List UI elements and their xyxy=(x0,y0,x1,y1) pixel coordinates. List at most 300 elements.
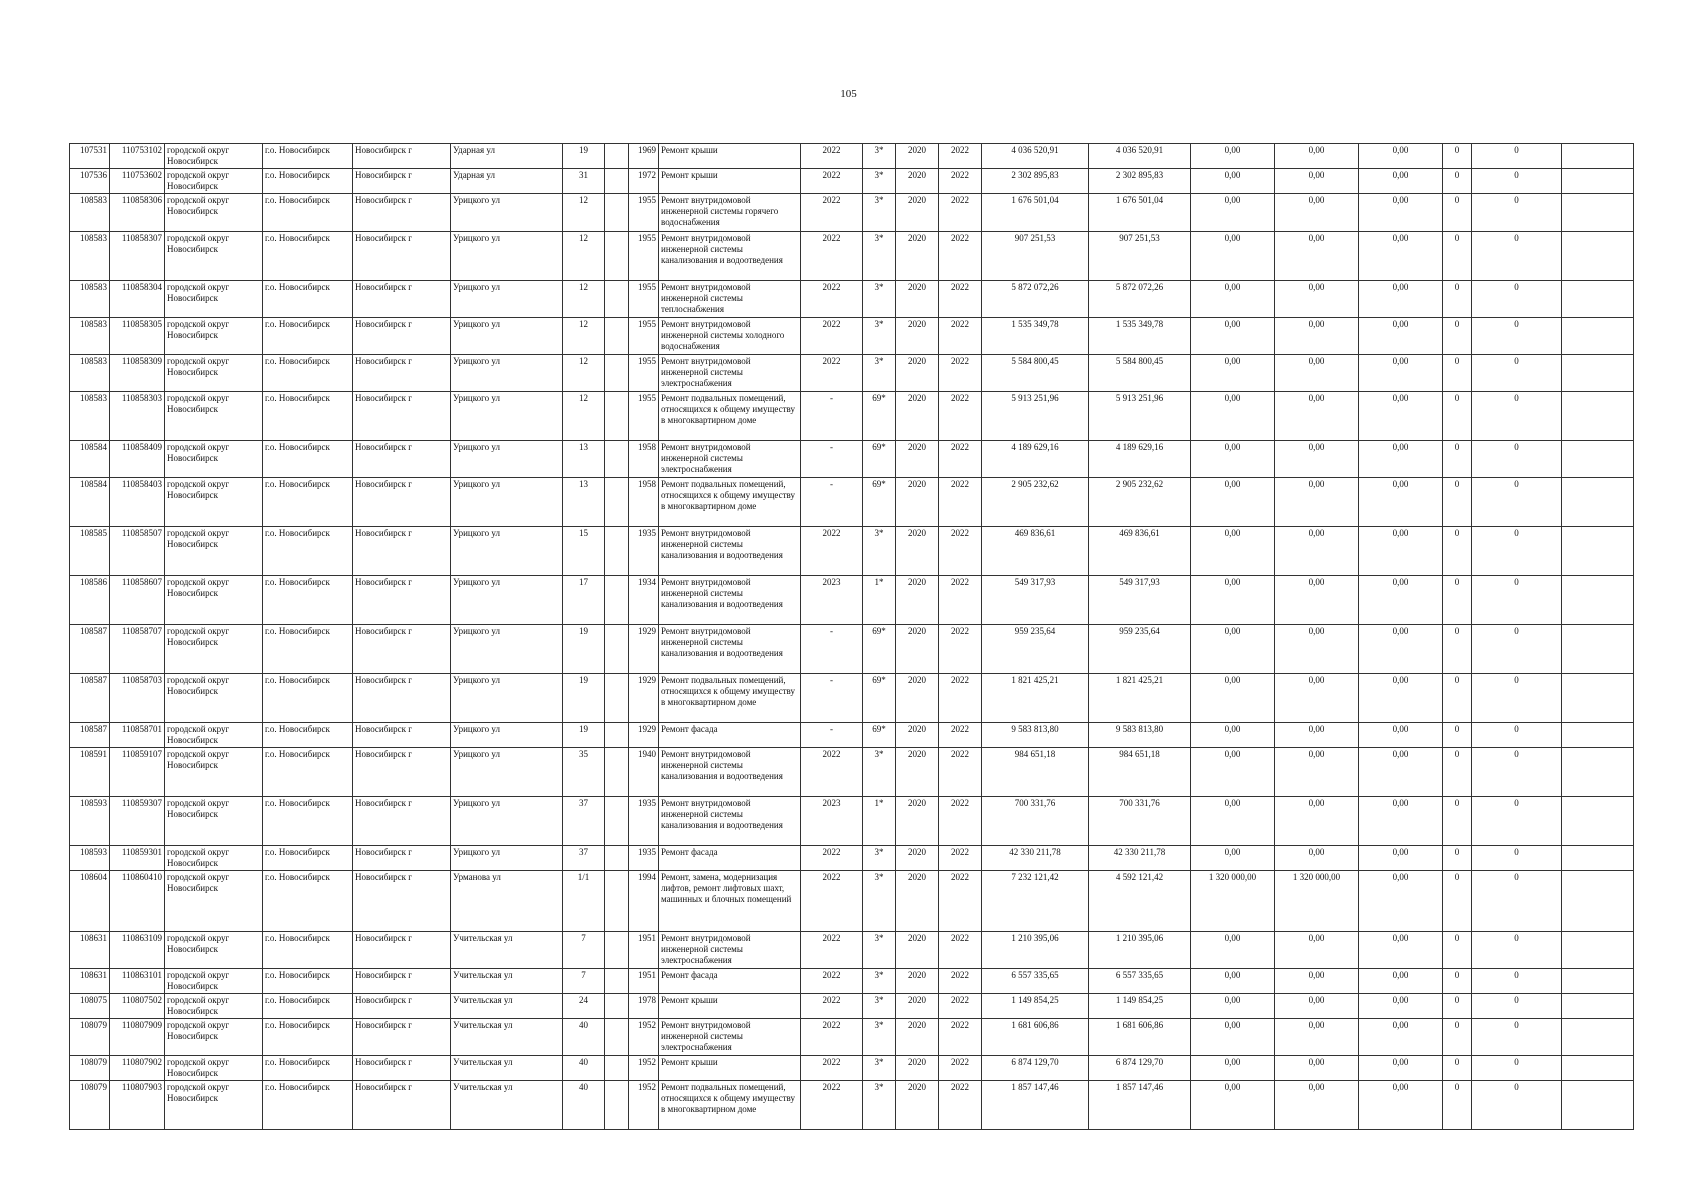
cell-z1: 0 xyxy=(1443,355,1472,392)
cell-y-to: 2022 xyxy=(939,318,982,355)
cell-city: Новосибирск г xyxy=(353,748,451,797)
cell-plan-year: 2022 xyxy=(801,318,863,355)
cell-go: г.о. Новосибирск xyxy=(263,797,353,846)
cell-s2: 0,00 xyxy=(1275,969,1359,994)
cell-s3: 0,00 xyxy=(1359,318,1443,355)
cell-mark: 69* xyxy=(863,674,896,723)
cell-y-to: 2022 xyxy=(939,846,982,871)
cell-empty xyxy=(1562,169,1634,194)
cell-s1: 0,00 xyxy=(1191,1019,1275,1056)
cell-s2: 0,00 xyxy=(1275,478,1359,527)
cell-id: 108079 xyxy=(70,1056,110,1081)
cell-mark: 3* xyxy=(863,994,896,1019)
cell-plan-year: 2022 xyxy=(801,846,863,871)
cell-s1: 0,00 xyxy=(1191,723,1275,748)
cell-z1: 0 xyxy=(1443,1056,1472,1081)
cell-empty xyxy=(1562,318,1634,355)
cell-y-from: 2020 xyxy=(896,144,939,169)
cell-street: Учительская ул xyxy=(451,1056,563,1081)
cell-s2: 0,00 xyxy=(1275,576,1359,625)
cell-year: 1940 xyxy=(629,748,659,797)
cell-y-to: 2022 xyxy=(939,932,982,969)
cell-letter xyxy=(605,1019,629,1056)
cell-mark: 3* xyxy=(863,144,896,169)
cell-y-to: 2022 xyxy=(939,281,982,318)
table-row xyxy=(70,144,1634,169)
cell-go: г.о. Новосибирск xyxy=(263,232,353,281)
cell-street: Учительская ул xyxy=(451,1081,563,1130)
cell-s2: 0,00 xyxy=(1275,194,1359,232)
cell-okrug: городской округ Новосибирск xyxy=(165,674,263,723)
cell-work: Ремонт внутридомовой инженерной системы теплоснабжения xyxy=(659,281,801,318)
cell-empty xyxy=(1562,281,1634,318)
cell-letter xyxy=(605,144,629,169)
cell-house: 19 xyxy=(563,144,605,169)
cell-mark: 3* xyxy=(863,1019,896,1056)
cell-city: Новосибирск г xyxy=(353,441,451,478)
cell-year: 1952 xyxy=(629,1056,659,1081)
cell-work: Ремонт крыши xyxy=(659,144,801,169)
cell-s3: 0,00 xyxy=(1359,871,1443,932)
cell-code: 110858306 xyxy=(110,194,165,232)
cell-z1: 0 xyxy=(1443,846,1472,871)
cell-y-to: 2022 xyxy=(939,1056,982,1081)
cell-go: г.о. Новосибирск xyxy=(263,169,353,194)
cell-city: Новосибирск г xyxy=(353,932,451,969)
cell-letter xyxy=(605,1056,629,1081)
cell-plan-year: 2022 xyxy=(801,144,863,169)
table-row xyxy=(70,355,1634,392)
cell-code: 110858409 xyxy=(110,441,165,478)
cell-go: г.о. Новосибирск xyxy=(263,1056,353,1081)
cell-s1: 0,00 xyxy=(1191,797,1275,846)
cell-street: Урицкого ул xyxy=(451,846,563,871)
cell-empty xyxy=(1562,1056,1634,1081)
cell-total: 700 331,76 xyxy=(982,797,1089,846)
cell-okrug: городской округ Новосибирск xyxy=(165,1056,263,1081)
cell-total: 4 189 629,16 xyxy=(982,441,1089,478)
table-row xyxy=(70,194,1634,232)
cell-id: 108631 xyxy=(70,969,110,994)
cell-street: Урицкого ул xyxy=(451,527,563,576)
table-row xyxy=(70,748,1634,797)
cell-fund: 5 872 072,26 xyxy=(1089,281,1191,318)
cell-letter xyxy=(605,392,629,441)
cell-s3: 0,00 xyxy=(1359,674,1443,723)
cell-year: 1935 xyxy=(629,797,659,846)
cell-mark: 69* xyxy=(863,723,896,748)
cell-y-from: 2020 xyxy=(896,871,939,932)
cell-s1: 0,00 xyxy=(1191,1056,1275,1081)
cell-street: Урицкого ул xyxy=(451,355,563,392)
cell-house: 37 xyxy=(563,797,605,846)
cell-plan-year: 2023 xyxy=(801,576,863,625)
cell-work: Ремонт внутридомовой инженерной системы канализования и водоотведения xyxy=(659,232,801,281)
cell-work: Ремонт внутридомовой инженерной системы канализования и водоотведения xyxy=(659,576,801,625)
cell-year: 1969 xyxy=(629,144,659,169)
cell-work: Ремонт внутридомовой инженерной системы электроснабжения xyxy=(659,1019,801,1056)
cell-street: Учительская ул xyxy=(451,932,563,969)
cell-s2: 0,00 xyxy=(1275,994,1359,1019)
cell-plan-year: 2022 xyxy=(801,1056,863,1081)
cell-id: 108631 xyxy=(70,932,110,969)
cell-z2: 0 xyxy=(1472,797,1562,846)
cell-z2: 0 xyxy=(1472,441,1562,478)
cell-code: 110858309 xyxy=(110,355,165,392)
cell-street: Урицкого ул xyxy=(451,441,563,478)
cell-year: 1955 xyxy=(629,355,659,392)
cell-work: Ремонт крыши xyxy=(659,1056,801,1081)
cell-s2: 0,00 xyxy=(1275,169,1359,194)
cell-id: 107531 xyxy=(70,144,110,169)
cell-year: 1935 xyxy=(629,846,659,871)
cell-city: Новосибирск г xyxy=(353,194,451,232)
cell-z1: 0 xyxy=(1443,674,1472,723)
cell-s3: 0,00 xyxy=(1359,1081,1443,1130)
cell-z1: 0 xyxy=(1443,441,1472,478)
cell-z2: 0 xyxy=(1472,846,1562,871)
cell-y-from: 2020 xyxy=(896,1019,939,1056)
cell-id: 107536 xyxy=(70,169,110,194)
cell-s3: 0,00 xyxy=(1359,478,1443,527)
cell-fund: 959 235,64 xyxy=(1089,625,1191,674)
cell-y-to: 2022 xyxy=(939,994,982,1019)
cell-mark: 69* xyxy=(863,625,896,674)
cell-go: г.о. Новосибирск xyxy=(263,932,353,969)
cell-go: г.о. Новосибирск xyxy=(263,441,353,478)
cell-y-to: 2022 xyxy=(939,1019,982,1056)
cell-total: 6 874 129,70 xyxy=(982,1056,1089,1081)
cell-s1: 0,00 xyxy=(1191,674,1275,723)
cell-code: 110858307 xyxy=(110,232,165,281)
table-row xyxy=(70,932,1634,969)
cell-work: Ремонт подвальных помещений, относящихся к общему имуществу в многоквартирном доме xyxy=(659,478,801,527)
cell-mark: 3* xyxy=(863,1081,896,1130)
cell-id: 108585 xyxy=(70,527,110,576)
cell-work: Ремонт внутридомовой инженерной системы канализования и водоотведения xyxy=(659,625,801,674)
cell-z1: 0 xyxy=(1443,527,1472,576)
cell-go: г.о. Новосибирск xyxy=(263,1019,353,1056)
cell-total: 984 651,18 xyxy=(982,748,1089,797)
cell-house: 7 xyxy=(563,969,605,994)
cell-s1: 0,00 xyxy=(1191,932,1275,969)
table-row xyxy=(70,1081,1634,1130)
cell-s3: 0,00 xyxy=(1359,932,1443,969)
cell-year: 1929 xyxy=(629,625,659,674)
cell-s2: 0,00 xyxy=(1275,1081,1359,1130)
cell-y-from: 2020 xyxy=(896,748,939,797)
cell-house: 31 xyxy=(563,169,605,194)
cell-z2: 0 xyxy=(1472,478,1562,527)
cell-z1: 0 xyxy=(1443,625,1472,674)
cell-s3: 0,00 xyxy=(1359,994,1443,1019)
cell-y-to: 2022 xyxy=(939,194,982,232)
table-row xyxy=(70,281,1634,318)
cell-s1: 0,00 xyxy=(1191,441,1275,478)
cell-city: Новосибирск г xyxy=(353,392,451,441)
cell-total: 1 149 854,25 xyxy=(982,994,1089,1019)
cell-city: Новосибирск г xyxy=(353,232,451,281)
table-row xyxy=(70,318,1634,355)
cell-z1: 0 xyxy=(1443,144,1472,169)
cell-code: 110859307 xyxy=(110,797,165,846)
cell-total: 549 317,93 xyxy=(982,576,1089,625)
cell-work: Ремонт подвальных помещений, относящихся к общему имуществу в многоквартирном доме xyxy=(659,392,801,441)
cell-z2: 0 xyxy=(1472,169,1562,194)
cell-mark: 3* xyxy=(863,846,896,871)
cell-letter xyxy=(605,674,629,723)
cell-y-from: 2020 xyxy=(896,318,939,355)
cell-z1: 0 xyxy=(1443,932,1472,969)
cell-empty xyxy=(1562,797,1634,846)
cell-work: Ремонт внутридомовой инженерной системы канализования и водоотведения xyxy=(659,527,801,576)
cell-id: 108583 xyxy=(70,232,110,281)
cell-y-from: 2020 xyxy=(896,1056,939,1081)
cell-fund: 6 874 129,70 xyxy=(1089,1056,1191,1081)
table-row xyxy=(70,846,1634,871)
cell-city: Новосибирск г xyxy=(353,723,451,748)
cell-letter xyxy=(605,797,629,846)
cell-empty xyxy=(1562,625,1634,674)
cell-house: 12 xyxy=(563,392,605,441)
cell-fund: 5 913 251,96 xyxy=(1089,392,1191,441)
cell-y-from: 2020 xyxy=(896,932,939,969)
cell-go: г.о. Новосибирск xyxy=(263,478,353,527)
cell-s1: 1 320 000,00 xyxy=(1191,871,1275,932)
cell-y-from: 2020 xyxy=(896,232,939,281)
cell-y-from: 2020 xyxy=(896,969,939,994)
cell-total: 4 036 520,91 xyxy=(982,144,1089,169)
cell-y-to: 2022 xyxy=(939,871,982,932)
cell-id: 108079 xyxy=(70,1019,110,1056)
cell-code: 110807909 xyxy=(110,1019,165,1056)
cell-city: Новосибирск г xyxy=(353,625,451,674)
cell-s1: 0,00 xyxy=(1191,478,1275,527)
cell-empty xyxy=(1562,932,1634,969)
cell-go: г.о. Новосибирск xyxy=(263,392,353,441)
cell-s2: 0,00 xyxy=(1275,748,1359,797)
cell-id: 108583 xyxy=(70,355,110,392)
cell-s3: 0,00 xyxy=(1359,527,1443,576)
cell-id: 108593 xyxy=(70,846,110,871)
cell-work: Ремонт внутридомовой инженерной системы канализования и водоотведения xyxy=(659,748,801,797)
cell-s2: 0,00 xyxy=(1275,625,1359,674)
cell-z1: 0 xyxy=(1443,281,1472,318)
cell-code: 110858305 xyxy=(110,318,165,355)
cell-fund: 1 535 349,78 xyxy=(1089,318,1191,355)
cell-street: Урманова ул xyxy=(451,871,563,932)
cell-s1: 0,00 xyxy=(1191,994,1275,1019)
cell-street: Урицкого ул xyxy=(451,797,563,846)
cell-mark: 3* xyxy=(863,169,896,194)
cell-total: 5 913 251,96 xyxy=(982,392,1089,441)
cell-s1: 0,00 xyxy=(1191,232,1275,281)
cell-s2: 0,00 xyxy=(1275,281,1359,318)
cell-s3: 0,00 xyxy=(1359,723,1443,748)
cell-s2: 0,00 xyxy=(1275,232,1359,281)
cell-z2: 0 xyxy=(1472,281,1562,318)
cell-empty xyxy=(1562,871,1634,932)
cell-street: Урицкого ул xyxy=(451,194,563,232)
cell-street: Урицкого ул xyxy=(451,232,563,281)
cell-empty xyxy=(1562,194,1634,232)
cell-okrug: городской округ Новосибирск xyxy=(165,478,263,527)
cell-fund: 42 330 211,78 xyxy=(1089,846,1191,871)
cell-s1: 0,00 xyxy=(1191,1081,1275,1130)
cell-s1: 0,00 xyxy=(1191,281,1275,318)
cell-fund: 1 149 854,25 xyxy=(1089,994,1191,1019)
cell-total: 469 836,61 xyxy=(982,527,1089,576)
cell-fund: 1 676 501,04 xyxy=(1089,194,1191,232)
cell-plan-year: - xyxy=(801,441,863,478)
cell-z1: 0 xyxy=(1443,576,1472,625)
cell-year: 1955 xyxy=(629,392,659,441)
cell-work: Ремонт внутридомовой инженерной системы канализования и водоотведения xyxy=(659,797,801,846)
cell-z1: 0 xyxy=(1443,318,1472,355)
cell-id: 108584 xyxy=(70,478,110,527)
cell-house: 12 xyxy=(563,355,605,392)
cell-id: 108586 xyxy=(70,576,110,625)
cell-letter xyxy=(605,994,629,1019)
cell-city: Новосибирск г xyxy=(353,576,451,625)
cell-s2: 0,00 xyxy=(1275,1056,1359,1081)
cell-y-from: 2020 xyxy=(896,527,939,576)
cell-fund: 5 584 800,45 xyxy=(1089,355,1191,392)
cell-y-to: 2022 xyxy=(939,144,982,169)
cell-work: Ремонт фасада xyxy=(659,723,801,748)
cell-z1: 0 xyxy=(1443,797,1472,846)
cell-plan-year: 2022 xyxy=(801,871,863,932)
cell-z2: 0 xyxy=(1472,232,1562,281)
cell-id: 108583 xyxy=(70,318,110,355)
cell-city: Новосибирск г xyxy=(353,969,451,994)
cell-okrug: городской округ Новосибирск xyxy=(165,625,263,674)
cell-fund: 1 210 395,06 xyxy=(1089,932,1191,969)
table-row xyxy=(70,1019,1634,1056)
cell-plan-year: 2022 xyxy=(801,969,863,994)
cell-code: 110858507 xyxy=(110,527,165,576)
cell-house: 7 xyxy=(563,932,605,969)
cell-mark: 3* xyxy=(863,1056,896,1081)
cell-okrug: городской округ Новосибирск xyxy=(165,318,263,355)
cell-id: 108583 xyxy=(70,194,110,232)
cell-code: 110860410 xyxy=(110,871,165,932)
cell-s3: 0,00 xyxy=(1359,169,1443,194)
cell-go: г.о. Новосибирск xyxy=(263,748,353,797)
cell-total: 6 557 335,65 xyxy=(982,969,1089,994)
cell-z1: 0 xyxy=(1443,169,1472,194)
cell-plan-year: 2022 xyxy=(801,748,863,797)
cell-s2: 0,00 xyxy=(1275,144,1359,169)
cell-work: Ремонт крыши xyxy=(659,169,801,194)
cell-fund: 4 189 629,16 xyxy=(1089,441,1191,478)
cell-plan-year: 2022 xyxy=(801,355,863,392)
cell-z2: 0 xyxy=(1472,392,1562,441)
cell-y-to: 2022 xyxy=(939,797,982,846)
cell-okrug: городской округ Новосибирск xyxy=(165,1081,263,1130)
cell-year: 1955 xyxy=(629,281,659,318)
cell-year: 1955 xyxy=(629,194,659,232)
cell-code: 110858607 xyxy=(110,576,165,625)
cell-letter xyxy=(605,932,629,969)
cell-code: 110807902 xyxy=(110,1056,165,1081)
cell-z2: 0 xyxy=(1472,194,1562,232)
cell-street: Учительская ул xyxy=(451,1019,563,1056)
cell-code: 110858303 xyxy=(110,392,165,441)
cell-s2: 0,00 xyxy=(1275,846,1359,871)
cell-s1: 0,00 xyxy=(1191,355,1275,392)
cell-house: 15 xyxy=(563,527,605,576)
cell-house: 40 xyxy=(563,1019,605,1056)
cell-z1: 0 xyxy=(1443,478,1472,527)
cell-letter xyxy=(605,748,629,797)
cell-letter xyxy=(605,478,629,527)
cell-total: 1 535 349,78 xyxy=(982,318,1089,355)
cell-house: 19 xyxy=(563,674,605,723)
cell-z2: 0 xyxy=(1472,932,1562,969)
cell-y-to: 2022 xyxy=(939,723,982,748)
cell-work: Ремонт внутридомовой инженерной системы электроснабжения xyxy=(659,932,801,969)
cell-mark: 3* xyxy=(863,318,896,355)
cell-z2: 0 xyxy=(1472,576,1562,625)
cell-total: 7 232 121,42 xyxy=(982,871,1089,932)
cell-okrug: городской округ Новосибирск xyxy=(165,576,263,625)
cell-house: 40 xyxy=(563,1056,605,1081)
cell-okrug: городской округ Новосибирск xyxy=(165,144,263,169)
cell-fund: 2 302 895,83 xyxy=(1089,169,1191,194)
cell-work: Ремонт, замена, модернизация лифтов, ремонт лифтовых шахт, машинных и блочных помещений xyxy=(659,871,801,932)
cell-go: г.о. Новосибирск xyxy=(263,846,353,871)
cell-letter xyxy=(605,1081,629,1130)
cell-city: Новосибирск г xyxy=(353,674,451,723)
cell-work: Ремонт фасада xyxy=(659,969,801,994)
cell-letter xyxy=(605,232,629,281)
cell-fund: 1 857 147,46 xyxy=(1089,1081,1191,1130)
cell-letter xyxy=(605,281,629,318)
cell-code: 110753102 xyxy=(110,144,165,169)
cell-empty xyxy=(1562,576,1634,625)
cell-letter xyxy=(605,527,629,576)
cell-okrug: городской округ Новосибирск xyxy=(165,355,263,392)
cell-z1: 0 xyxy=(1443,871,1472,932)
cell-year: 1935 xyxy=(629,527,659,576)
cell-y-from: 2020 xyxy=(896,846,939,871)
cell-mark: 69* xyxy=(863,392,896,441)
cell-y-to: 2022 xyxy=(939,625,982,674)
page-number: 105 xyxy=(840,88,857,100)
cell-y-to: 2022 xyxy=(939,232,982,281)
cell-s2: 0,00 xyxy=(1275,318,1359,355)
cell-okrug: городской округ Новосибирск xyxy=(165,797,263,846)
cell-street: Урицкого ул xyxy=(451,281,563,318)
cell-fund: 700 331,76 xyxy=(1089,797,1191,846)
table-row xyxy=(70,871,1634,932)
cell-plan-year: 2022 xyxy=(801,527,863,576)
cell-go: г.о. Новосибирск xyxy=(263,144,353,169)
cell-s3: 0,00 xyxy=(1359,1019,1443,1056)
cell-work: Ремонт внутридомовой инженерной системы электроснабжения xyxy=(659,355,801,392)
table-row xyxy=(70,625,1634,674)
cell-y-from: 2020 xyxy=(896,281,939,318)
cell-total: 1 676 501,04 xyxy=(982,194,1089,232)
cell-mark: 1* xyxy=(863,797,896,846)
cell-plan-year: - xyxy=(801,478,863,527)
cell-z2: 0 xyxy=(1472,994,1562,1019)
cell-z1: 0 xyxy=(1443,723,1472,748)
cell-house: 24 xyxy=(563,994,605,1019)
cell-s1: 0,00 xyxy=(1191,169,1275,194)
cell-work: Ремонт внутридомовой инженерной системы горячего водоснабжения xyxy=(659,194,801,232)
